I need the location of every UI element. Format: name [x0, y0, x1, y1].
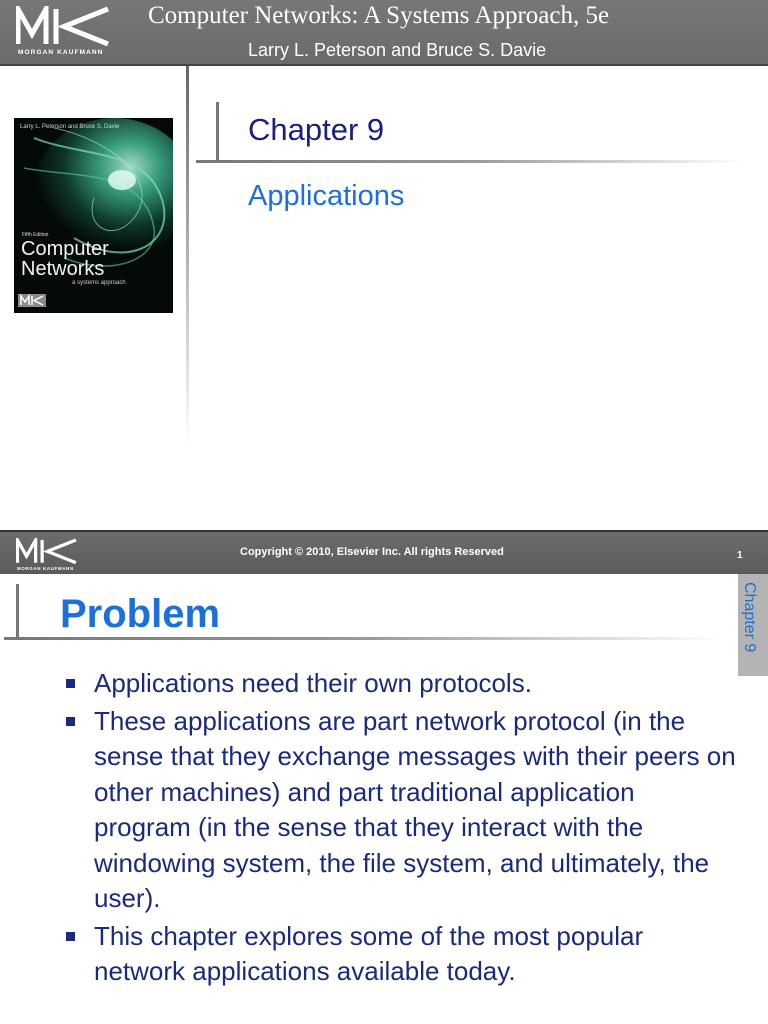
footer-publisher-logo — [16, 538, 78, 572]
bullet-square-icon — [66, 679, 75, 688]
side-tab-label: Chapter 9 — [741, 582, 758, 653]
bullet-square-icon — [66, 932, 75, 941]
problem-slide — [0, 574, 768, 1024]
book-cover-image — [14, 118, 173, 313]
footer-logo-subtitle: MORGAN KAUFMANN — [17, 566, 74, 571]
footer-rule — [0, 530, 768, 532]
header-bar — [0, 0, 768, 66]
title-underline — [4, 637, 724, 640]
bullet-square-icon — [66, 717, 75, 726]
title-underline — [196, 160, 746, 163]
footer-bar — [0, 530, 768, 574]
cover-subtitle: a systems approach — [72, 280, 126, 286]
chapter-title: Chapter 9 — [248, 112, 385, 147]
chapter-subtitle: Applications — [248, 180, 405, 212]
title-accent-line — [16, 584, 19, 640]
publisher-logo — [16, 6, 111, 58]
cover-title-line2: Networks — [21, 258, 105, 280]
cover-authors: Larry L. Peterson and Bruce S. Davie — [20, 124, 120, 130]
page-number: 1 — [737, 550, 743, 561]
chapter-side-tab — [738, 574, 768, 676]
mk-logo-icon — [16, 6, 111, 46]
header-rule — [0, 64, 768, 66]
vertical-divider — [186, 66, 189, 446]
slide-title: Problem — [60, 592, 221, 636]
book-title: Computer Networks: A Systems Approach, 5e — [148, 2, 610, 29]
bullet-item — [60, 919, 736, 990]
book-authors: Larry L. Peterson and Bruce S. Davie — [248, 40, 547, 60]
bullet-item — [60, 666, 736, 702]
cover-title-line1: Computer — [21, 238, 109, 260]
bullet-list — [60, 666, 736, 992]
bullet-text: These applications are part network protocol (in the sense that they exchange messages with their peers on other machines) and part traditional application program (in the sense that they interact with the windowing system, the file system, and ultimately, the user). — [94, 705, 736, 913]
bullet-text: Applications need their own protocols. — [94, 668, 532, 698]
title-accent-line — [216, 102, 219, 160]
copyright-notice: Copyright © 2010, Elsevier Inc. All rights Reserved — [240, 546, 504, 558]
cover-publisher-badge — [18, 294, 46, 307]
cover-mk-logo-icon — [18, 294, 46, 307]
footer-mk-logo-icon — [16, 538, 78, 564]
cover-edition: Fifth Edition — [22, 232, 49, 238]
bullet-text: This chapter explores some of the most popular network applications available today. — [94, 920, 644, 986]
logo-subtitle: MORGAN KAUFMANN — [18, 49, 104, 56]
bullet-item — [60, 704, 736, 917]
